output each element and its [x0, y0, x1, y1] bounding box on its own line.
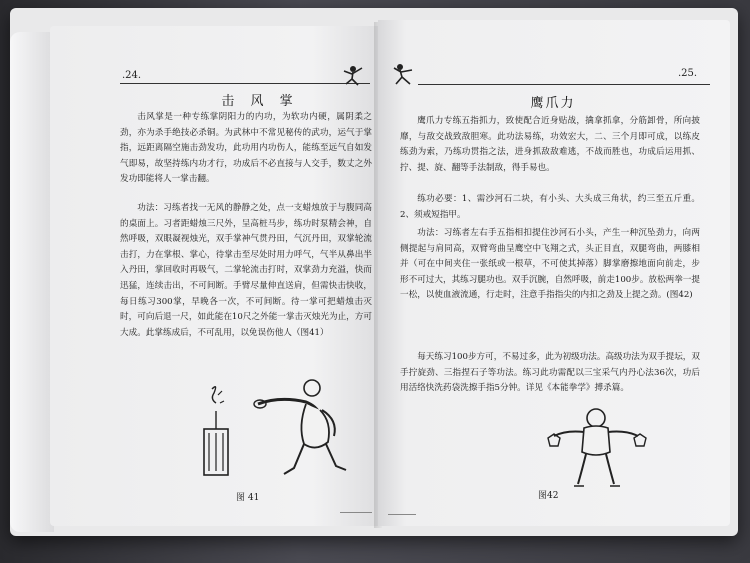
- paragraph: 练功必要：1、需沙河石二块，有小头、大头成三角状，约三至五斤重。2、须戒短指甲。: [400, 194, 700, 220]
- figure-42-eagle-claw-illustration: [538, 404, 658, 492]
- paragraph: 每天练习100步方可，不易过多，此为初级功法。高级功法为双手提坛，双手拧旋劲、三指捏石子等功法。练习此功需配以三宝采气内丹心法36次，功后用活络快洗药袋洗擦手指5分钟。详见《本能拳学》搏杀篇。: [400, 352, 700, 394]
- figure-caption: 图 41: [236, 493, 260, 503]
- paragraph: 功法：习练者找一无风的静静之处，点一支蜡烛放于与腹同高的桌面上。习者距蜡烛三尺外，呈高桩马步，练功时泵精会神，自然呼吸，双眼凝视烛光，双手掌神气贯丹田，气沉丹田，双掌轮流击打，力在掌根、掌心，待掌击至尽处时用力呼气，气半从鼻出半入丹田，掌回收时再吸气，二掌轮流击打时，双掌劲力充溢，快而迅猛，连续击出，不可间断。手臂尽量伸直送肩，但需快击快收，每日练习300掌，早晚各一次，不可间断。待一掌可把蜡烛击灭时，可向后退一尺，如此能在10尺之外能一掌击灭烛光为止，方可大成。此掌练成后，不可乱用，以免误伤他人（图41）: [120, 203, 372, 338]
- header-rule: [120, 83, 370, 84]
- figure-41-fighter-illustration: [250, 374, 360, 484]
- page-title: 击 风 掌: [221, 94, 299, 109]
- page-edge-curl: [10, 32, 54, 532]
- header-rule: [418, 84, 710, 85]
- paragraph: 功法：习练者左右手五指相扣提住沙河石小头，产生一种沉坠劲力，向两侧提起与肩同高，双臂弯曲呈鹰空中飞翔之式，头正目直，双腿弯曲，两膝相并（可在中间夹住一张纸或一根草，不可使其掉落）脚掌磨擦地面向前走，步形不可过大，其练习腿功也。双手沉腕，自然呼吸，前走100步。放松两拳一提一松，以使血液流通，行走时，注意手指指尖的内扣之劲及上提之劲。(图42): [400, 228, 700, 301]
- page-number: .24.: [122, 70, 142, 81]
- figure-caption: 图42: [538, 491, 559, 501]
- paragraph: 击风掌是一种专练掌阴阳力的内功，为软功内硬，属阴柔之劲，亦为杀手绝技必杀铜。为武林中不常见秘传的武功，运气于掌指，远距离隔空施击劲发功，此功用内功伤人，能练至远气自如发气即易，故坚持练内功才行，功成后不必直接与人交手，数丈之外发功即能将人一掌击翻。: [120, 112, 372, 185]
- open-book: [10, 8, 738, 536]
- footer-mark: [388, 514, 416, 515]
- page-title: 鹰爪力: [530, 96, 576, 111]
- right-page: [378, 20, 730, 526]
- header-figure-icon: [392, 62, 418, 86]
- page-number: .25.: [678, 68, 698, 79]
- left-page: [50, 26, 378, 526]
- paragraph: 鹰爪力专练五指抓力，致使配合近身贴战，擒拿抓拿，分筋卸骨，所向披靡，与敌交战致敌胆寒。此功法易练，功效宏大，二、三个月即可成，以练皮练劲为索，乃练功贯指之法，进身抓敌敌难逃，不战而胜也，功成后运用抓、拧、提、旋、翻等手法制敌，得手易也。: [400, 116, 700, 173]
- footer-mark: [340, 512, 372, 513]
- header-figure-icon: [340, 64, 366, 86]
